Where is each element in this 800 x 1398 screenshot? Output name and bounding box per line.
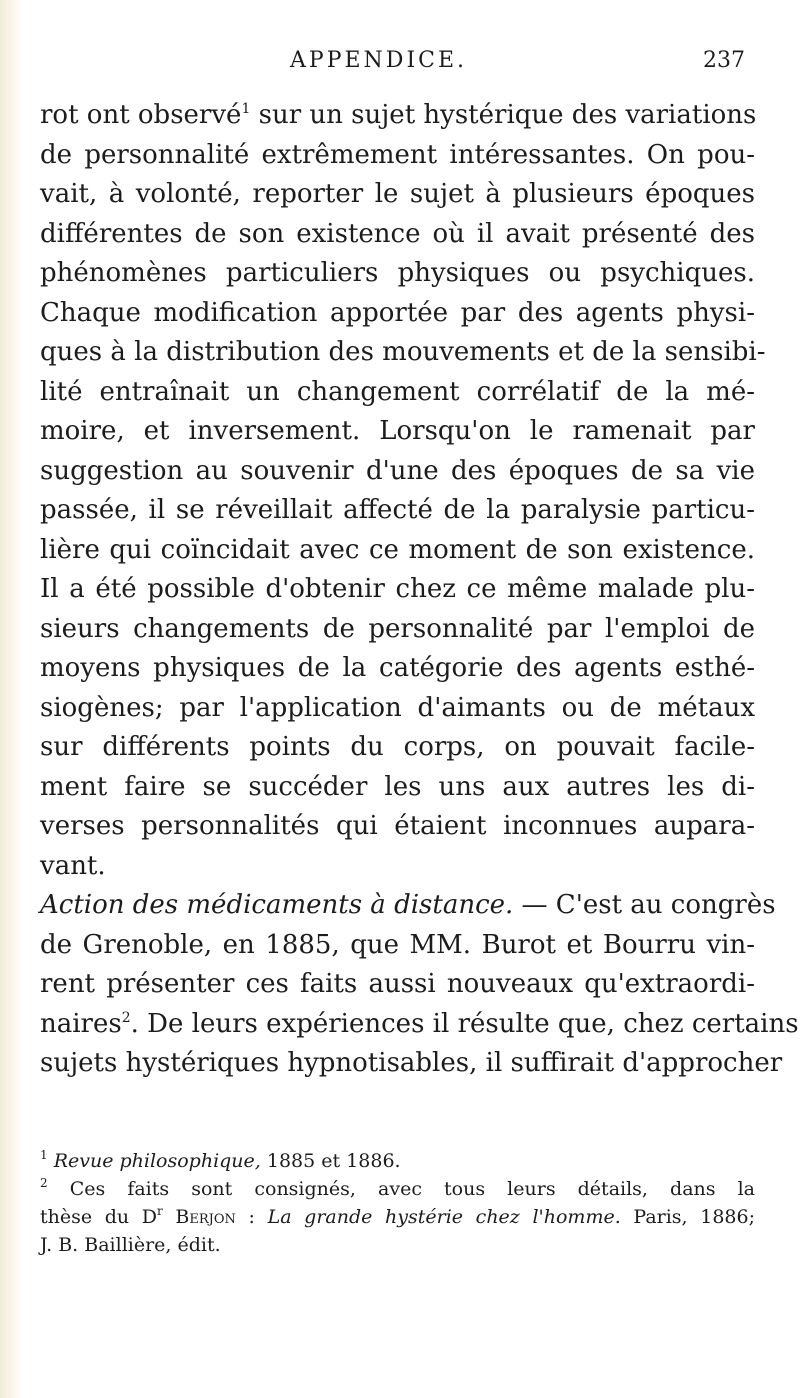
text-segment: Paris, 1886; bbox=[620, 1206, 755, 1228]
citation-title: Revue philosophique, bbox=[53, 1150, 261, 1172]
text-line: moire, et inversement. Lorsqu'on le ramenait par bbox=[40, 416, 755, 446]
text-line: sieurs changements de personnalité par l'emploi de bbox=[40, 613, 755, 644]
text-line: ment faire se succéder les uns aux autres les di- bbox=[40, 771, 755, 802]
text-line: phénomènes particuliers physiques ou psychiques. bbox=[40, 258, 755, 288]
superscript: r bbox=[157, 1204, 163, 1218]
footnote-marker: 2 bbox=[40, 1176, 48, 1190]
text-segment: thèse du D bbox=[40, 1206, 158, 1228]
text-segment: : bbox=[235, 1206, 268, 1228]
text-line: vant. bbox=[40, 850, 106, 881]
footnotes bbox=[40, 1147, 755, 1259]
text-segment: Ces faits sont consignés, avec tous leurs détails, dans la bbox=[47, 1178, 755, 1200]
text-segment: 1885 et 1886. bbox=[260, 1150, 401, 1172]
text-line: passée, il se réveillait affecté de la paralysie particu- bbox=[40, 495, 755, 525]
text-line: de Grenoble, en 1885, que MM. Burot et Bourru vin- bbox=[40, 929, 755, 960]
text-line: sujets hystériques hypnotisables, il suffirait d'approcher bbox=[40, 1048, 783, 1078]
body-text bbox=[40, 96, 799, 1084]
text-line: lière qui coïncidait avec ce moment de son existence. bbox=[40, 534, 755, 565]
page-number: 237 bbox=[703, 48, 745, 73]
text-line: moyens physiques de la catégorie des agents esthé- bbox=[40, 653, 755, 683]
footnote-marker: 1 bbox=[40, 1148, 48, 1162]
text-line: suggestion au souvenir d'une des époques de sa vie bbox=[40, 455, 755, 486]
text-segment: sur un sujet hystérique des variations bbox=[250, 100, 757, 130]
text-line: rent présenter ces faits aussi nouveaux qu'extraordi- bbox=[40, 969, 755, 999]
text-line: ques à la distribution des mouvements et de la sensibi- bbox=[40, 337, 766, 367]
running-head: APPENDICE. bbox=[290, 48, 468, 73]
citation-title: La grande hystérie chez l'homme. bbox=[267, 1206, 621, 1228]
text-segment: — C'est au congrès bbox=[513, 890, 776, 920]
footnote-2-line-3: J. B. Baillière, édit. bbox=[40, 1234, 221, 1256]
text-line: Chaque modification apportée par des agents physi- bbox=[40, 297, 755, 328]
text-line: de personnalité extrêmement intéressantes. On pou- bbox=[40, 139, 755, 170]
footnote-ref-2[interactable]: 2 bbox=[121, 1009, 131, 1026]
footnote-2 bbox=[40, 1175, 755, 1203]
text-line: Il a été possible d'obtenir chez ce même malade plu- bbox=[40, 574, 755, 604]
text-segment: rot ont observé bbox=[40, 100, 242, 130]
page-header bbox=[0, 48, 800, 82]
text-line: siogènes; par l'application d'aimants ou de métaux bbox=[40, 692, 755, 723]
page-edge-shadow bbox=[0, 0, 22, 1398]
text-line: verses personnalités qui étaient inconnues aupara- bbox=[40, 811, 755, 841]
text-line: différentes de son existence où il avait présenté des bbox=[40, 218, 755, 249]
text-segment: . De leurs expériences il résulte que, chez certains bbox=[130, 1008, 799, 1039]
section-title: Action des médicaments à distance. bbox=[40, 890, 514, 920]
text-line: vait, à volonté, reporter le sujet à plusieurs époques bbox=[40, 179, 755, 209]
footnote-1 bbox=[40, 1147, 755, 1175]
footnote-2-line-2 bbox=[40, 1203, 755, 1231]
text-segment: naires bbox=[40, 1008, 122, 1039]
footnote-ref-1[interactable]: 1 bbox=[241, 101, 251, 117]
text-line: lité entraînait un changement corrélatif de la mé- bbox=[40, 376, 755, 407]
text-line bbox=[40, 96, 755, 136]
section-heading-line bbox=[40, 886, 776, 926]
text-line bbox=[40, 1005, 799, 1045]
author-name: Berjon bbox=[162, 1206, 236, 1228]
text-line: sur différents points du corps, on pouvait facile- bbox=[40, 732, 755, 762]
